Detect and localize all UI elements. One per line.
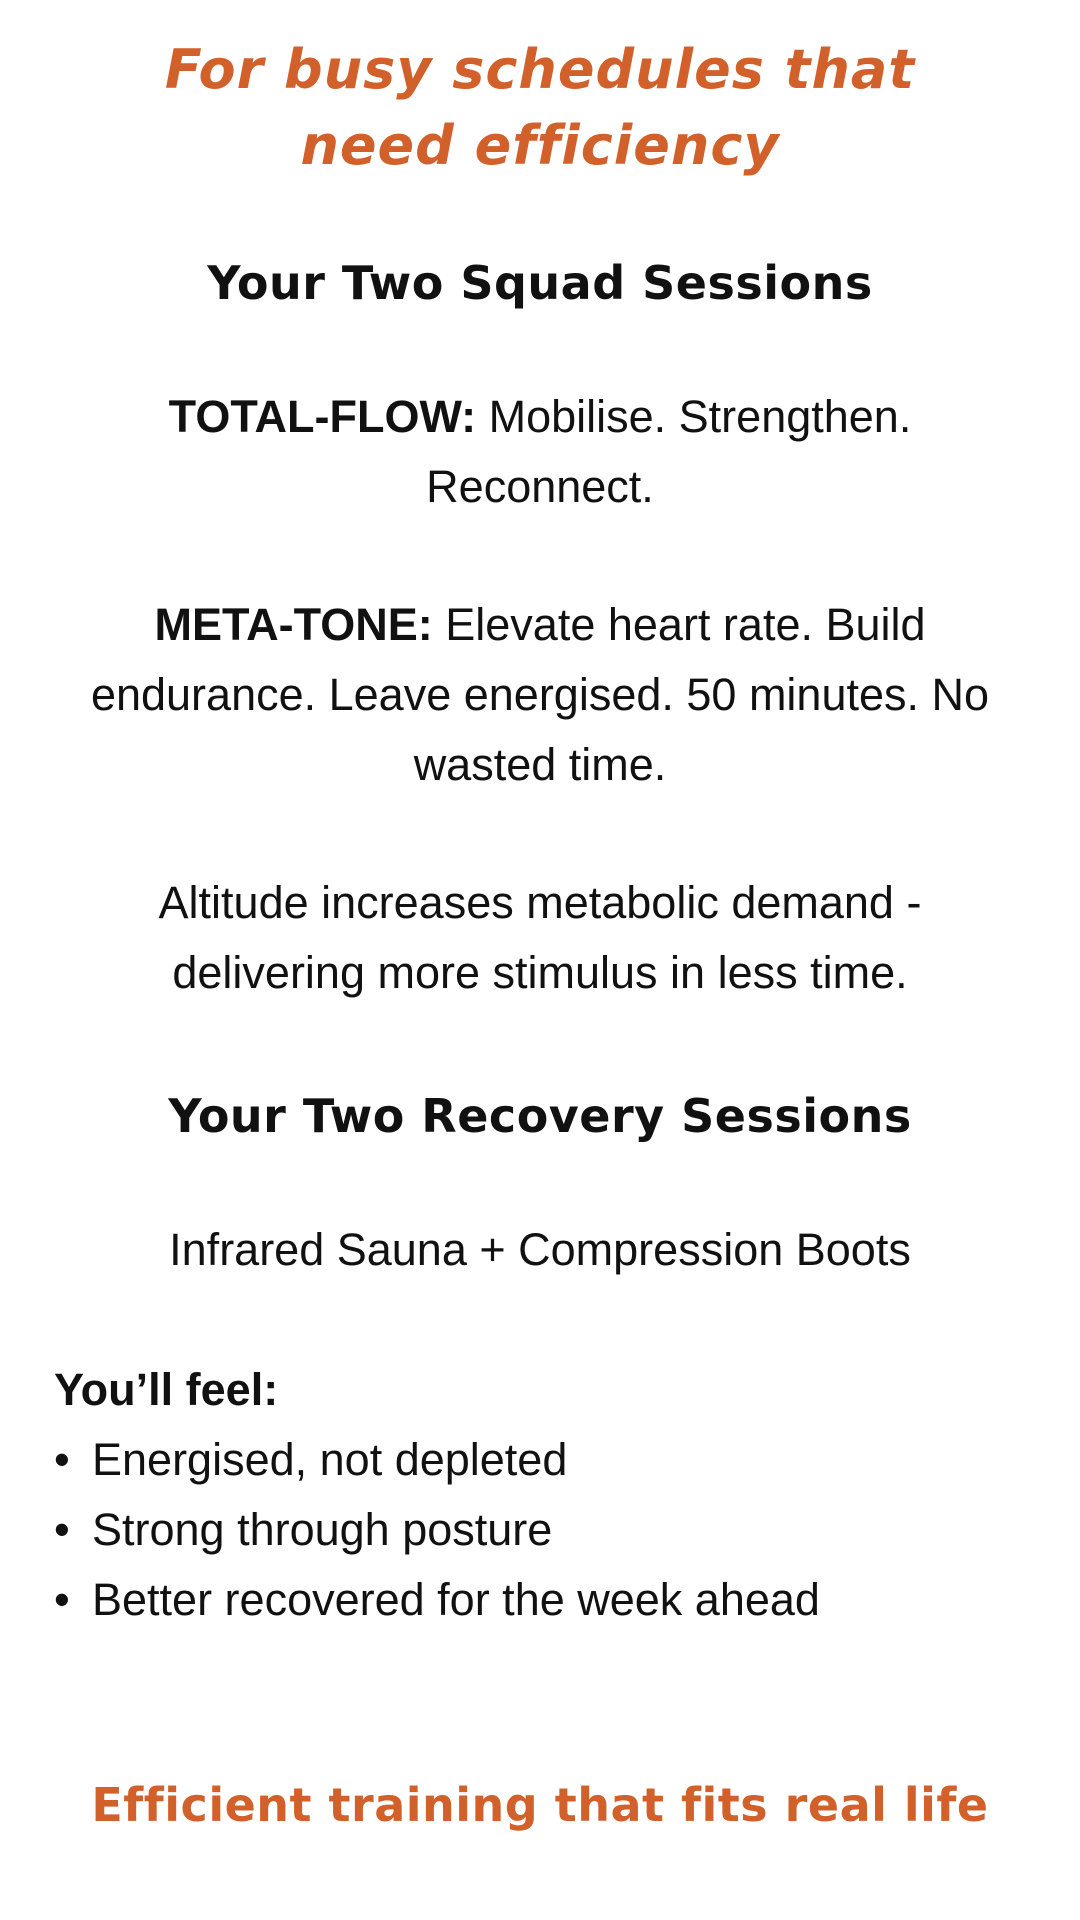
- bullet-icon: •: [54, 1434, 70, 1485]
- recovery-sessions-text: Infrared Sauna + Compression Boots: [169, 1224, 911, 1275]
- meta-tone-label: META-TONE:: [154, 599, 433, 650]
- list-item: [54, 1425, 1014, 1495]
- feel-section: [54, 1355, 1014, 1635]
- altitude-note: Altitude increases metabolic demand - delivering more stimulus in less time.: [158, 877, 922, 998]
- list-item: [54, 1495, 1014, 1565]
- feel-title: You’ll feel:: [54, 1364, 279, 1415]
- list-item: [54, 1565, 1014, 1635]
- total-flow-label: TOTAL-FLOW:: [168, 391, 477, 442]
- total-flow-text: Mobilise. Strengthen. Reconnect.: [426, 391, 912, 512]
- meta-tone-text: Elevate heart rate. Build endurance. Leave energised. 50 minutes. No wasted time.: [90, 599, 990, 790]
- squad-sessions-heading: Your Two Squad Sessions: [207, 256, 873, 310]
- bullet-icon: •: [54, 1504, 70, 1555]
- header-tagline: For busy schedules that need efficiency: [164, 38, 916, 177]
- meta-tone-description: [80, 590, 1000, 800]
- bullet-icon: •: [54, 1574, 70, 1625]
- feel-list: [54, 1425, 1014, 1635]
- feel-item-text: Energised, not depleted: [92, 1434, 568, 1485]
- total-flow-description: [80, 382, 1000, 522]
- feel-item-text: Better recovered for the week ahead: [92, 1574, 820, 1625]
- footer-tagline: Efficient training that fits real life: [91, 1778, 989, 1832]
- feel-item-text: Strong through posture: [92, 1504, 553, 1555]
- recovery-sessions-heading: Your Two Recovery Sessions: [168, 1089, 912, 1143]
